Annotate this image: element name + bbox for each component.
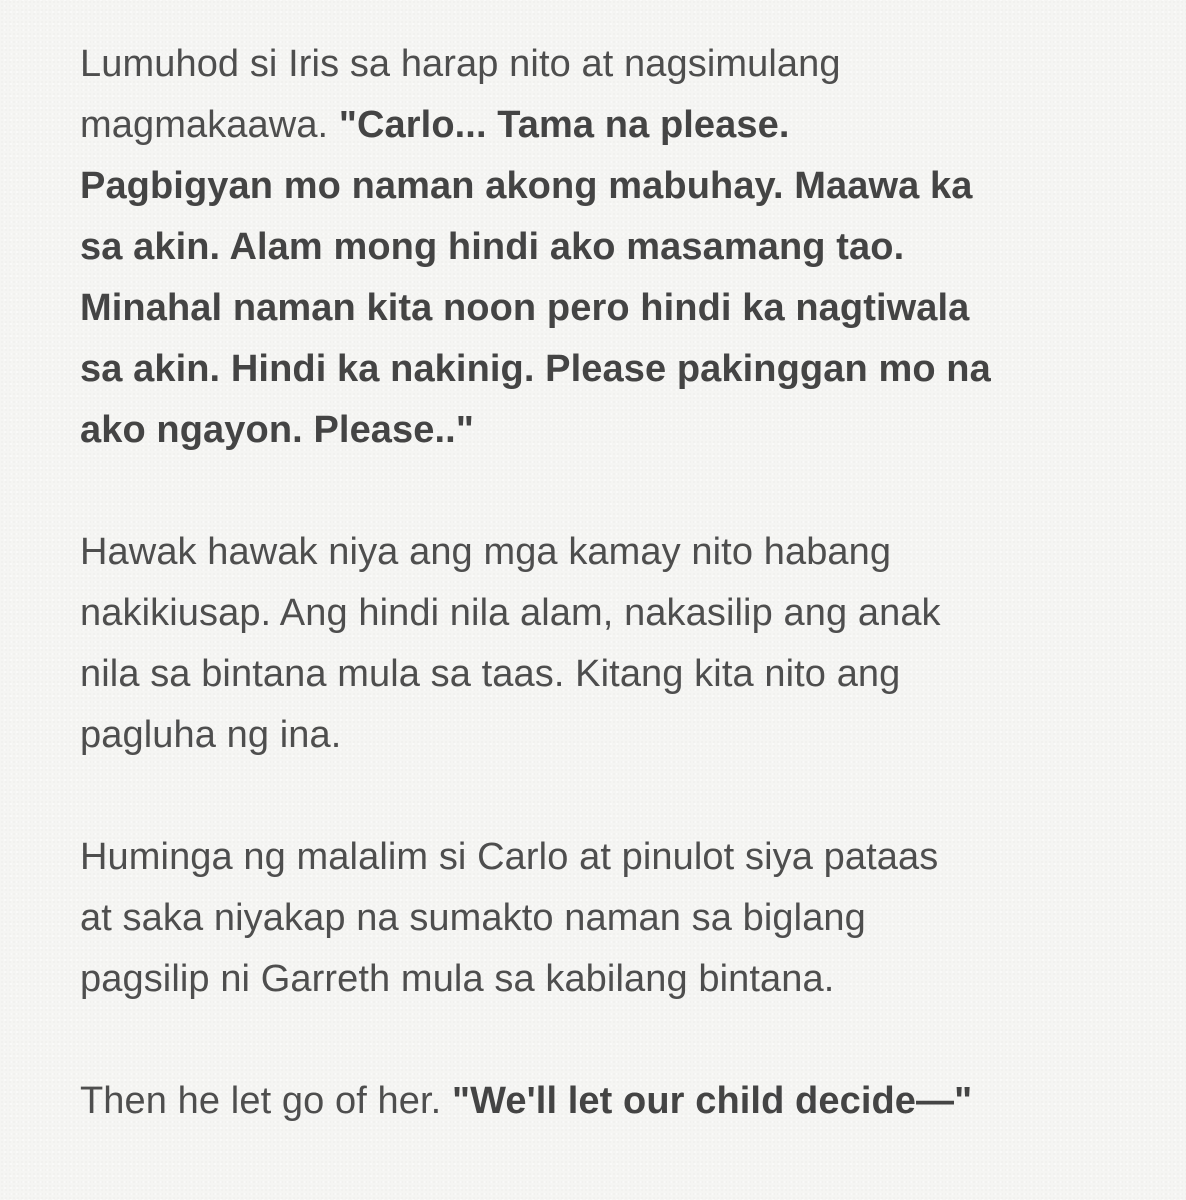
text-line (80, 1071, 1120, 1132)
text-line: at saka niyakap na sumakto naman sa biglang (80, 897, 866, 939)
text-line (80, 34, 1120, 95)
dialogue-text: "Carlo... Tama na please. (338, 104, 790, 146)
paragraph-1 (80, 34, 1120, 461)
paragraph-3 (80, 827, 1120, 1010)
dialogue-line: ako ngayon. Please.." (80, 409, 474, 451)
dialogue-text: "We'll let our child decide—" (452, 1080, 973, 1122)
text-line: Huminga ng malalim si Carlo at pinulot siya pataas (80, 836, 939, 878)
note-body (80, 34, 1120, 1132)
text-line: pagsilip ni Garreth mula sa kabilang bintana. (80, 958, 835, 1000)
plain-text: magmakaawa. (80, 104, 339, 146)
plain-text: Then he let go of her. (80, 1080, 453, 1122)
paragraph-4 (80, 1071, 1120, 1132)
text-line: nakikiusap. Ang hindi nila alam, nakasilip ang anak (80, 592, 941, 634)
dialogue-line: Pagbigyan mo naman akong mabuhay. Maawa ka (80, 165, 973, 207)
text-line: Hawak hawak niya ang mga kamay nito habang (80, 531, 892, 573)
dialogue-line: Minahal naman kita noon pero hindi ka nagtiwala (80, 287, 970, 329)
plain-text: Lumuhod si Iris sa harap nito at nagsimulang (80, 43, 841, 85)
dialogue-line: sa akin. Hindi ka nakinig. Please pakinggan mo na (80, 348, 991, 390)
text-line: pagluha ng ina. (80, 714, 342, 756)
dialogue-line: sa akin. Alam mong hindi ako masamang tao. (80, 226, 905, 268)
text-line: nila sa bintana mula sa taas. Kitang kita nito ang (80, 653, 901, 695)
paragraph-2 (80, 522, 1120, 766)
text-line (80, 95, 1120, 156)
